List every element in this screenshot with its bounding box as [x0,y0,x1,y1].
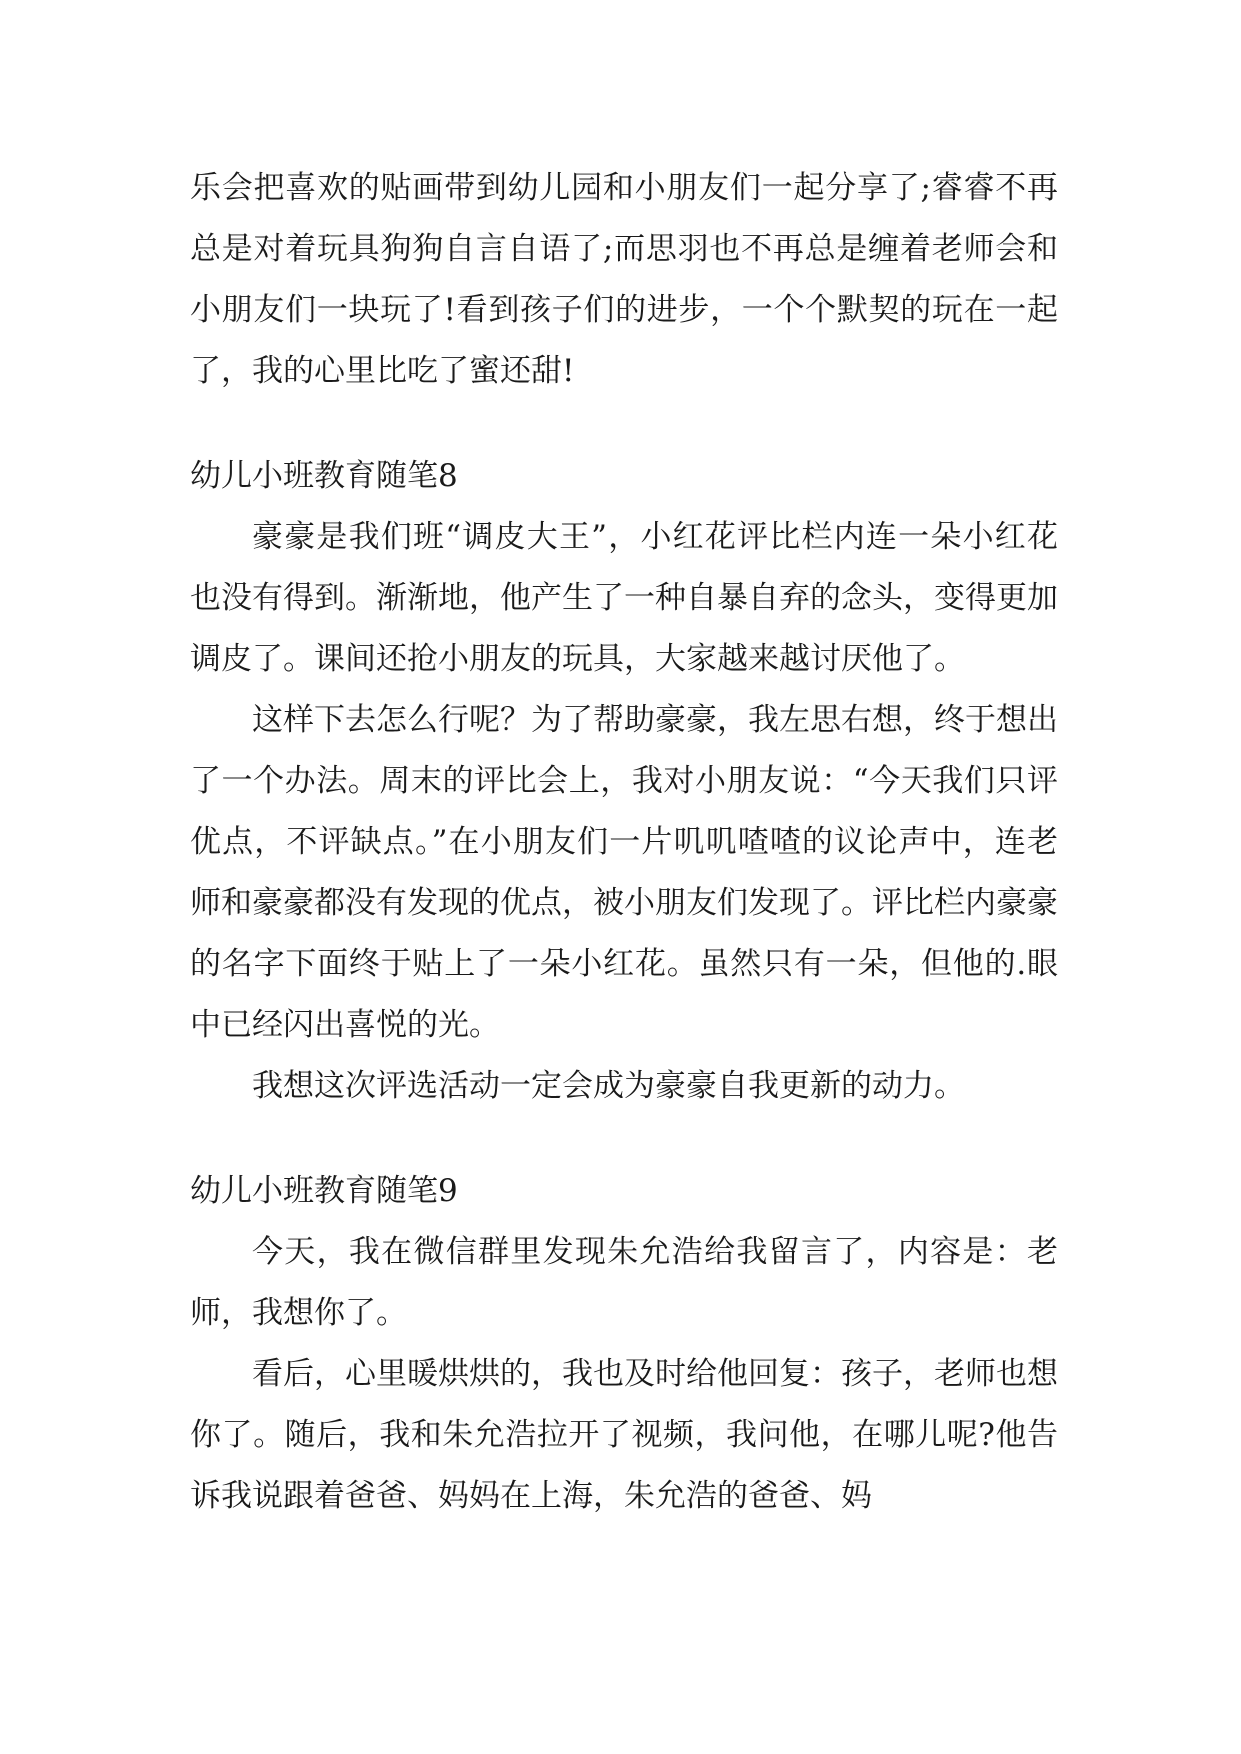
document-page [190,158,1058,1527]
section-title-8: 幼儿小班教育随笔8 [190,458,458,494]
section-8-paragraph-1: 豪豪是我们班“调皮大王”，小红花评比栏内连一朵小红花也没有得到。渐渐地，他产生了一种自暴自弃的念头，变得更加调皮了。课间还抢小朋友的玩具，大家越来越讨厌他了。 [190,519,1058,677]
section-8-paragraph-3: 我想这次评选活动一定会成为豪豪自我更新的动力。 [252,1068,965,1104]
section-9-paragraph-2: 看后，心里暖烘烘的，我也及时给他回复：孩子，老师也想你了。随后，我和朱允浩拉开了视频，我问他，在哪儿呢?他告诉我说跟着爸爸、妈妈在上海，朱允浩的爸爸、妈 [190,1356,1058,1514]
section-8-paragraph-2: 这样下去怎么行呢？为了帮助豪豪，我左思右想，终于想出了一个办法。周末的评比会上，我对小朋友说：“今天我们只评优点，不评缺点。”在小朋友们一片叽叽喳喳的议论声中，连老师和豪豪都没有发现的优点，被小朋友们发现了。评比栏内豪豪的名字下面终于贴上了一朵小红花。虽然只有一朵，但他的.眼中已经闪出喜悦的光。 [190,702,1058,1043]
paragraph-continued: 乐会把喜欢的贴画带到幼儿园和小朋友们一起分享了;睿睿不再总是对着玩具狗狗自言自语了;而思羽也不再总是缠着老师会和小朋友们一块玩了!看到孩子们的进步，一个个默契的玩在一起了，我的心里比吃了蜜还甜! [190,170,1058,389]
section-title-9: 幼儿小班教育随笔9 [190,1173,458,1209]
section-9-paragraph-1: 今天，我在微信群里发现朱允浩给我留言了，内容是：老师，我想你了。 [190,1234,1058,1331]
